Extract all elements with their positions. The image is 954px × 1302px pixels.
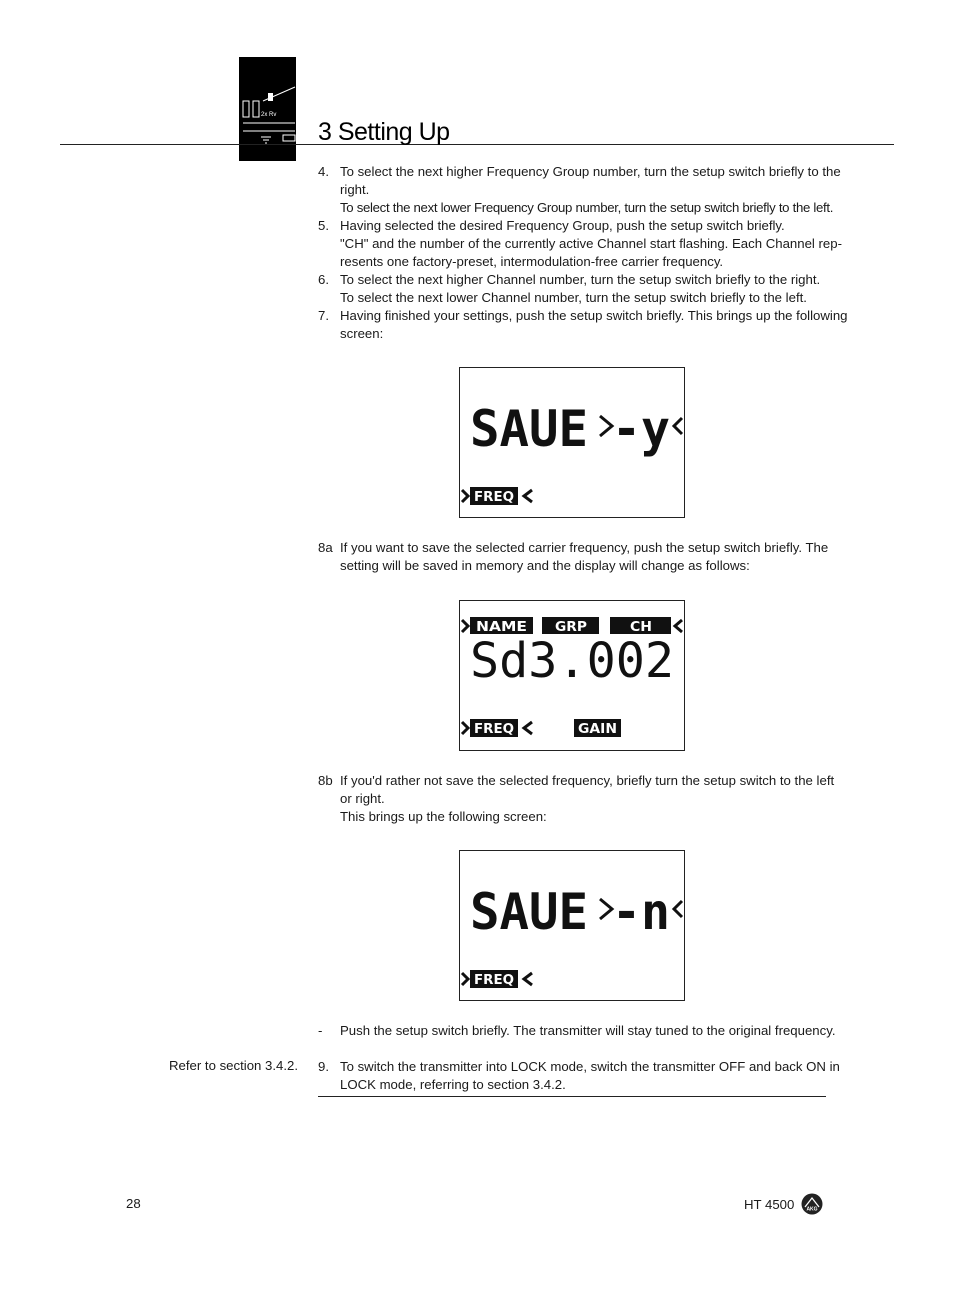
product-name: HT 4500 [744, 1197, 795, 1212]
step-4 [318, 163, 841, 217]
step-text: If you want to save the selected carrier frequency, push the setup switch briefly. The [340, 540, 829, 555]
step-text: To select the next higher Channel number, turn the setup switch briefly to the right. [340, 272, 821, 287]
lcd-main-text: SAUE [470, 400, 588, 458]
logo-text: AKG [806, 1206, 818, 1213]
step-text: To select the next lower Channel number, turn the setup switch briefly to the left. [340, 290, 807, 305]
step-text: screen: [340, 326, 384, 341]
step-8b [318, 772, 835, 826]
step-text: resents one factory-preset, intermodulation-free carrier frequency. [340, 254, 724, 269]
page-number: 28 [126, 1196, 141, 1211]
step-5 [318, 217, 842, 271]
lcd-suffix-text: -n [612, 883, 670, 941]
step-text: To select the next lower Frequency Group number, turn the setup switch briefly to the left. [340, 200, 834, 215]
lcd-main-text: Sd3.002 [470, 633, 674, 689]
step-text: "CH" and the number of the currently active Channel start flashing. Each Channel rep- [340, 236, 842, 251]
step-text: This brings up the following screen: [340, 809, 547, 824]
step-text: setting will be saved in memory and the display will change as follows: [340, 558, 750, 573]
akg-logo-icon [801, 1193, 823, 1215]
step-number: 8b [318, 773, 333, 788]
step-number: 8a [318, 540, 333, 555]
lcd-main-text: SAUE [470, 883, 588, 941]
step-text: To switch the transmitter into LOCK mode, switch the transmitter OFF and back ON in [340, 1059, 840, 1074]
step-text: Push the setup switch briefly. The transmitter will stay tuned to the original frequency. [340, 1023, 836, 1038]
step-number: 5. [318, 218, 329, 233]
step-number: 4. [318, 164, 329, 179]
step-number: 7. [318, 308, 329, 323]
step-number: 6. [318, 272, 329, 287]
step-dash [318, 1022, 836, 1040]
step-6 [318, 271, 826, 307]
step-text: right. [340, 182, 370, 197]
lcd-suffix-text: -y [612, 400, 670, 458]
lcd-tab-gain: GAIN [578, 722, 617, 737]
lcd-display-save-yes [459, 367, 685, 518]
lcd-display-stored [459, 600, 685, 751]
chapter-title: 3 Setting Up [318, 118, 450, 146]
lcd-tab-ch: CH [630, 620, 652, 635]
step-text: Having selected the desired Frequency Group, push the setup switch briefly. [340, 218, 785, 233]
lcd-tab-grp: GRP [555, 620, 587, 635]
section-end-rule [318, 1096, 826, 1097]
step-text: or right. [340, 791, 385, 806]
lcd-tab-freq: FREQ [474, 973, 514, 988]
step-number: 9. [318, 1059, 329, 1074]
lcd-tab-name: NAME [476, 620, 527, 635]
icon-label: 2x Rv [261, 112, 277, 118]
step-9 [318, 1058, 840, 1094]
lcd-tab-freq: FREQ [474, 722, 514, 737]
margin-note: Refer to section 3.4.2. [169, 1058, 299, 1073]
header-rule [60, 144, 894, 145]
step-7 [318, 307, 848, 343]
lcd-tab-freq: FREQ [474, 490, 514, 505]
step-text: To select the next higher Frequency Group number, turn the setup switch briefly to the [340, 164, 841, 179]
step-text: LOCK mode, referring to section 3.4.2. [340, 1077, 566, 1092]
step-text: Having finished your settings, push the setup switch briefly. This brings up the following [340, 308, 848, 323]
step-text: If you'd rather not save the selected frequency, briefly turn the setup switch to the left [340, 773, 835, 788]
step-number: - [318, 1023, 323, 1038]
lcd-display-save-no [459, 850, 685, 1001]
chapter-icon [239, 57, 296, 161]
step-8a [318, 539, 829, 575]
